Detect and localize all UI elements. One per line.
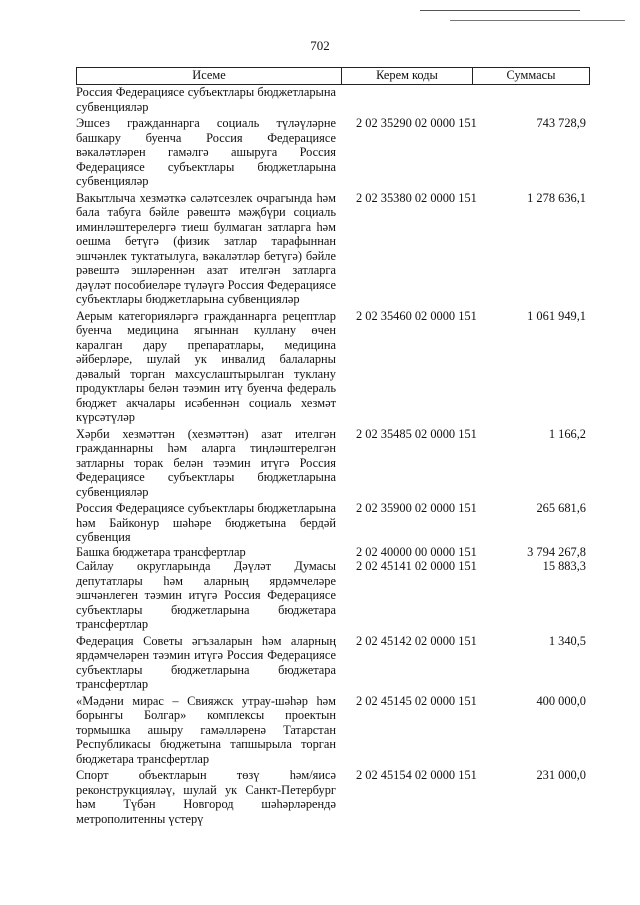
row-code: 2 02 35380 02 0000 151 [356,190,477,205]
table-header [76,67,590,85]
row-amount: 231 000,0 [536,768,586,782]
top-rule-2 [450,20,625,21]
row-code: 2 02 40000 00 0000 151 [356,544,477,559]
row-name: Эшсез гражданнарга социаль түләүләрне башкару буенча Россия Федерациясе вәкаләтләрен гамәлгә ашыруга Россия Федерациясе субъектлары бюджетларына субвенцияләр [76,116,336,188]
row-name: Вакытлыча хезмәткә сәләтсезлек очрагында һәм бала табуга бәйле рәвештә мәҗбүри социаль иминләштерелергә тиеш булмаган затларга һәм оешма бетүгә (физик затлар тарафыннан эшчәнлек туктатылуга, вәкаләтләр бетүгә) бәйле рәвештә эшләреннән азат ителгән затларга дәүләт пособиеләре түләүгә Россия Федерациясе субъектлары бюджетларына субвенцияләр [76,190,336,306]
page-number: 702 [310,38,330,53]
row-code: 2 02 45141 02 0000 151 [356,559,477,573]
row-amount [486,85,590,114]
row-amount: 3 794 267,8 [527,544,586,559]
row-amount: 400 000,0 [536,693,586,708]
row-name: Хәрби хезмәттән (хезмәттән) азат ителгән гражданнарны һәм аларга тиңләштерелгән затларны торак белән тәэмин итүгә Россия Федерациясе субъектлары бюджетларына субвенцияләр [76,426,336,499]
row-code [340,85,486,114]
row-name: Спорт объектларын төзү һәм/яисә реконструкцияләү, шулай ук Санкт-Петербург һәм Түбән Новгород шәһәрләрендә метрополитенны үстерү [76,768,336,826]
row-name: Федерация Советы әгъзаларын һәм аларның ярдәмчеләрен тәэмин итүгә Россия Федерациясе субъектлары бюджетларына бюджетара трансфертлар [76,633,336,691]
header-name: Исеме [77,68,342,84]
row-amount: 1 166,2 [548,426,586,441]
row-amount: 1 340,5 [548,633,586,648]
row-name: Аерым категорияләргә гражданнарга рецептлар буенча медицина ягыннан куллану өчен каралган дару препаратлары, медицина әйберләре, шулай ук инвалид балаларны дәвалый торган махсуслаштырылган туклану продуктлары белән тәэмин итү буенча федераль бюджет акчалары исәбеннән социаль хезмәт күрсәтүләр [76,308,336,424]
row-code: 2 02 35290 02 0000 151 [356,116,477,130]
row-name: Россия Федерациясе субъектлары бюджетларына һәм Байконур шәһәре бюджетына бердәй субвенция [76,501,336,544]
table-row [76,559,590,632]
row-code: 2 02 45142 02 0000 151 [356,633,477,648]
table-row [76,634,590,692]
row-name: Сайлау округларында Дәүләт Думасы депутатлары һәм аларның ярдәмчеләре эшчәнлеген тәэмин итүгә Россия Федерациясе субъектлары бюджетларына бюджетара трансфертлар [76,559,336,631]
row-amount: 265 681,6 [536,501,586,515]
table-row [76,694,590,767]
row-code: 2 02 45154 02 0000 151 [356,768,477,782]
row-code: 2 02 45145 02 0000 151 [356,693,477,708]
row-code: 2 02 35485 02 0000 151 [356,426,477,441]
table-body [76,85,590,826]
top-rule [420,10,580,11]
table-row [76,309,590,425]
row-amount: 1 061 949,1 [527,308,586,323]
header-amount: Суммасы [506,68,556,82]
row-name: Россия Федерациясе субъектлары бюджетларына субвенцияләр [76,85,336,114]
table-row [76,545,590,560]
table-row [76,501,590,545]
table-row [76,768,590,826]
table-row [76,85,590,114]
row-code: 2 02 35460 02 0000 151 [356,308,477,323]
row-amount: 15 883,3 [542,559,586,573]
table-row [76,116,590,189]
row-amount: 743 728,9 [536,116,586,130]
row-name: «Мәдәни мирас – Свияжск утрау-шәһәр һәм борынгы Болгар» комплексы проектын тормышка ашыру гамәлләренә Татарстан Республикасы бюджетына тапшырыла торган бюджетара трансфертлар [76,693,336,766]
budget-table [76,67,590,826]
header-code: Керем коды [342,68,473,84]
row-code: 2 02 35900 02 0000 151 [356,501,477,515]
row-name: Башка бюджетара трансфертлар [76,544,246,559]
table-row [76,191,590,307]
row-amount: 1 278 636,1 [527,190,586,205]
table-row [76,427,590,500]
